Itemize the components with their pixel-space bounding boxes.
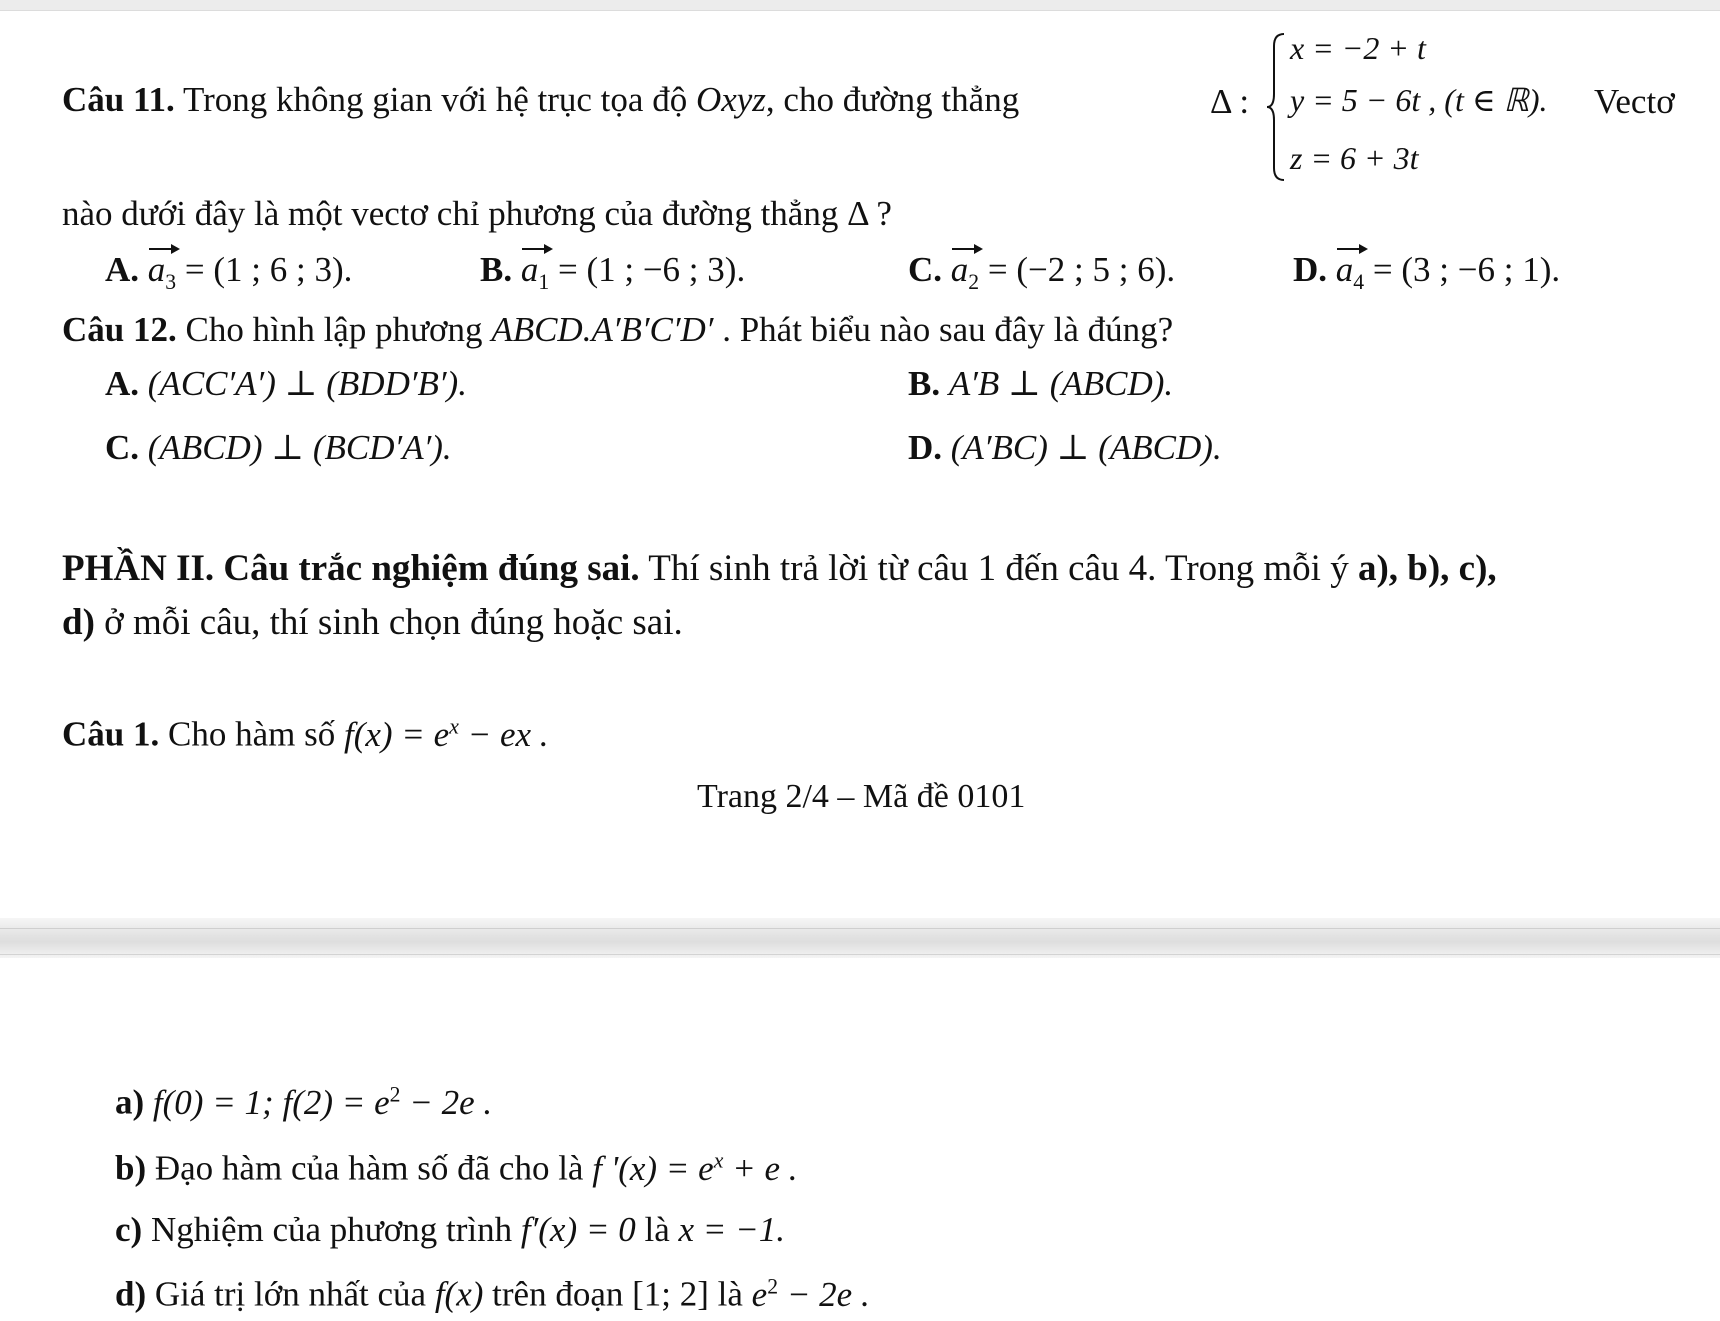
q11-option-c: C. $a_2 = (-2$ ; 5 ; 6). [908, 250, 1176, 294]
q11-option-d: D. $a_4 = (3$ ; −6 ; 1). [1293, 250, 1561, 294]
question-1-stem: Câu 1. Cho hàm số $f(x) = e^x$ − ex . [62, 714, 549, 754]
statement-d: d) Giá trị lớn nhất của f(x) trên đoạn [1; 2] là $e^2 - 2e$ . [115, 1274, 870, 1314]
q11-option-a: A. $a_3 = (1$ ; 6 ; 3). [105, 250, 353, 294]
q11-stem-middle: , cho đường thẳng [765, 80, 1020, 119]
q11-delta: Δ : [1210, 82, 1250, 121]
statement-a: a) f(0) = 1; $f(2) = e^2 - 2e$ . [115, 1082, 493, 1122]
vector-a2: $a_2$ [950, 250, 980, 294]
vector-a3: $a_3$ [147, 250, 177, 294]
q1-number: Câu 1. [62, 714, 160, 754]
q11-stem-before: Trong không gian với hệ trục tọa độ [182, 80, 688, 119]
q11-space: Oxyz [695, 80, 766, 119]
eq-x: x = −2 + t [1290, 30, 1426, 66]
statement-b: b) Đạo hàm của hàm số đã cho là f '$(x) = e^x + e$ . [115, 1148, 798, 1188]
q12-cube: ABCD.A′B′C′D′ [491, 310, 714, 349]
q12-number: Câu 12. [62, 310, 177, 349]
part-2-line-1: PHẦN II. Câu trắc nghiệm đúng sai. Thí sinh trả lời từ câu 1 đến câu 4. Trong mỗi ý a), b), c), [62, 548, 1497, 589]
page-separator [0, 918, 1720, 958]
q11-line2: nào dưới đây là một vectơ chỉ phương của đường thẳng Δ ? [62, 194, 892, 233]
q12-stem: Câu 12. Cho hình lập phương ABCD.A′B′C′D′ . Phát biểu nào sau đây là đúng? [62, 310, 1174, 349]
q12-option-c: C. (ABCD) ⊥ (BCD′A′). [105, 428, 452, 467]
q11-option-b: B. $a_1 = (1$ ; −6 ; 3). [480, 250, 746, 294]
q1-function: $f(x) = e^x$ − ex . [343, 714, 549, 754]
q12-option-a: A. (ACC′A′) ⊥ (BDD′B′). [105, 364, 467, 403]
q11-stem-after: Vectơ [1594, 82, 1675, 121]
q11-stem [62, 82, 1019, 117]
statement-c: c) Nghiệm của phương trình f′(x) = 0 là x = −1. [115, 1210, 786, 1249]
eq-z: z = 6 + 3t [1290, 140, 1419, 176]
q12-option-b: B. A′B ⊥ (ABCD). [908, 364, 1174, 403]
page-footer: Trang 2/4 – Mã đề 0101 [697, 778, 1026, 815]
vector-a4: $a_4$ [1335, 250, 1365, 294]
vector-a1: $a_1$ [520, 250, 550, 294]
q12-option-d: D. (A′BC) ⊥ (ABCD). [908, 428, 1222, 467]
part-2-line-2: d) ở mỗi câu, thí sinh chọn đúng hoặc sai. [62, 602, 683, 643]
eq-y: y = 5 − 6t , (t ∈ ℝ). [1290, 82, 1548, 118]
top-border [0, 0, 1720, 11]
system-brace [1266, 32, 1286, 182]
q11-number: Câu 11. [62, 80, 175, 119]
